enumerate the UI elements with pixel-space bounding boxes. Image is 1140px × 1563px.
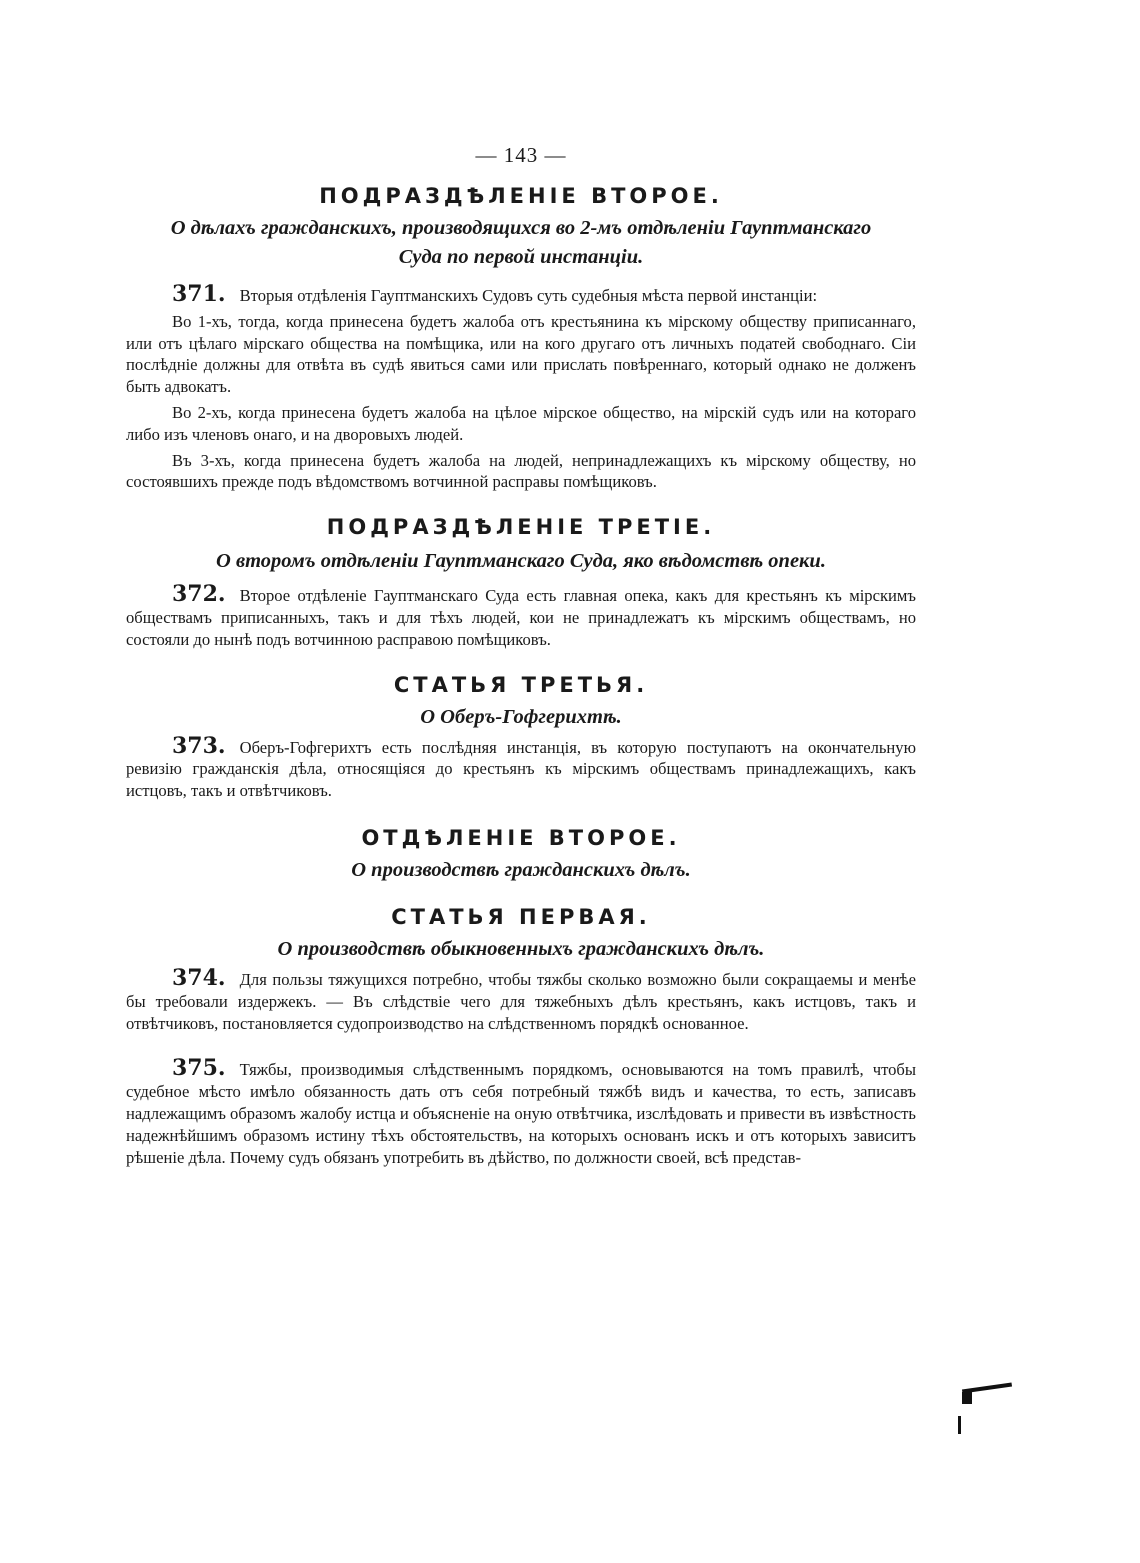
section-heading: СТАТЬЯ ПЕРВАЯ. [391,904,651,929]
section-heading: ПОДРАЗДѢЛЕНІЕ ВТОРОЕ. [319,184,723,208]
article-371-item-3: Въ 3-хъ, когда принесена будетъ жалоба на людей, непринадлежащихъ къ мірскому обществу, но состоявшихъ прежде подъ вѣдомствомъ вотчинной расправы помѣщиковъ. [126,450,916,492]
article-number: 373. [172,732,226,759]
article-371 [126,281,916,307]
article-374 [126,964,916,1034]
section-subheading [126,214,916,272]
document-page [126,143,916,1563]
article-371-item-1: Во 1-хъ, тогда, когда принесена будетъ жалоба отъ крестьянина къ мірскому обществу приписаннаго, или отъ цѣлаго мірскаго общества на помѣщика, или на кого другаго отъ личныхъ податей свободнаго. Сіи послѣдніе должны для отвѣта въ судѣ явиться сами или прислать повѣреннаго, который однако не долженъ быть адвокатъ. [126,311,916,397]
article-text: Для пользы тяжущихся потребно, чтобы тяжбы сколько возможно были сокращаемы и менѣе бы требовали издержекъ. — Въ слѣдствіе чего для тяжебныхъ дѣлъ крестьянъ, какъ истцовъ, такъ и отвѣтчиковъ, постановляется судопроизводство на слѣдственномъ порядкѣ основанное. [126,969,916,1033]
article-text: Оберъ-Гофгерихтъ есть послѣдняя инстанція, въ которую поступаютъ на окончательную ревизію гражданскія дѣла, относящіяся до крестьянъ къ мірскимъ обществамъ принадлежащихъ, какъ истцовъ, такъ и отвѣтчиковъ. [126,737,916,801]
article-text: Второе отдѣленіе Гауптманскаго Суда есть главная опека, какъ для крестьянъ къ мірскимъ обществамъ приписанныхъ, такъ и для тѣхъ людей, кои не принадлежатъ къ мірскимъ обществамъ, но состояли до нынѣ подъ вотчинною расправою помѣщиковъ. [126,586,916,649]
page-number: — 143 — [475,143,567,167]
article-375 [126,1055,916,1168]
article-number: 374. [172,964,226,991]
section-subheading: О Оберъ-Гофгерихтѣ. [420,705,622,728]
article-373 [126,732,916,802]
article-number: 371. [172,281,226,307]
article-number: 375. [172,1055,226,1082]
article-372 [126,581,916,650]
section-subheading: О производствѣ обыкновенныхъ гражданскихъ дѣлъ. [277,937,765,960]
section-subheading-line: Суда по первой инстанціи. [398,246,644,268]
section-subheading: О производствѣ гражданскихъ дѣлъ. [351,858,691,881]
article-number: 372. [172,581,226,608]
section-heading: СТАТЬЯ ТРЕТЬЯ. [393,672,649,697]
section-subheading-line: О дѣлахъ гражданскихъ, производящихся во 2-мъ отдѣленіи Гауптманскаго [170,217,872,239]
section-subheading: О второмъ отдѣленіи Гауптманскаго Суда, яко вѣдомствѣ опеки. [216,550,826,573]
scan-mark [962,1392,972,1404]
section-heading: ПОДРАЗДѢЛЕНІЕ ТРЕТІЕ. [326,515,716,540]
section-heading: ОТДѢЛЕНІЕ ВТОРОЕ. [361,825,681,850]
article-371-item-2: Во 2-хъ, когда принесена будетъ жалоба на цѣлое мірское общество, на мірскій судъ или на котораго либо изъ членовъ онаго, и на дворовыхъ людей. [126,402,916,444]
article-text: Тяжбы, производимыя слѣдственнымъ порядкомъ, основываются на томъ правилѣ, чтобы судебное мѣсто имѣло обязанность дать отъ себя потребный тяжбѣ видъ и качества, то есть, записавъ надлежащимъ образомъ жалобу истца и объясненіе на оную отвѣтчика, изслѣдовать и привести въ извѣстность надежнѣйшимъ образомъ истину тѣхъ обстоятельствъ, на которыхъ основанъ искъ и отъ которыхъ зависитъ рѣшеніе дѣла. Почему судъ обязанъ употребить въ дѣйство, по должности своей, всѣ представ- [126,1060,916,1167]
scan-mark [958,1416,961,1434]
article-text: Вторыя отдѣленія Гауптманскихъ Судовъ суть судебныя мѣста первой инстанціи: [239,286,818,305]
